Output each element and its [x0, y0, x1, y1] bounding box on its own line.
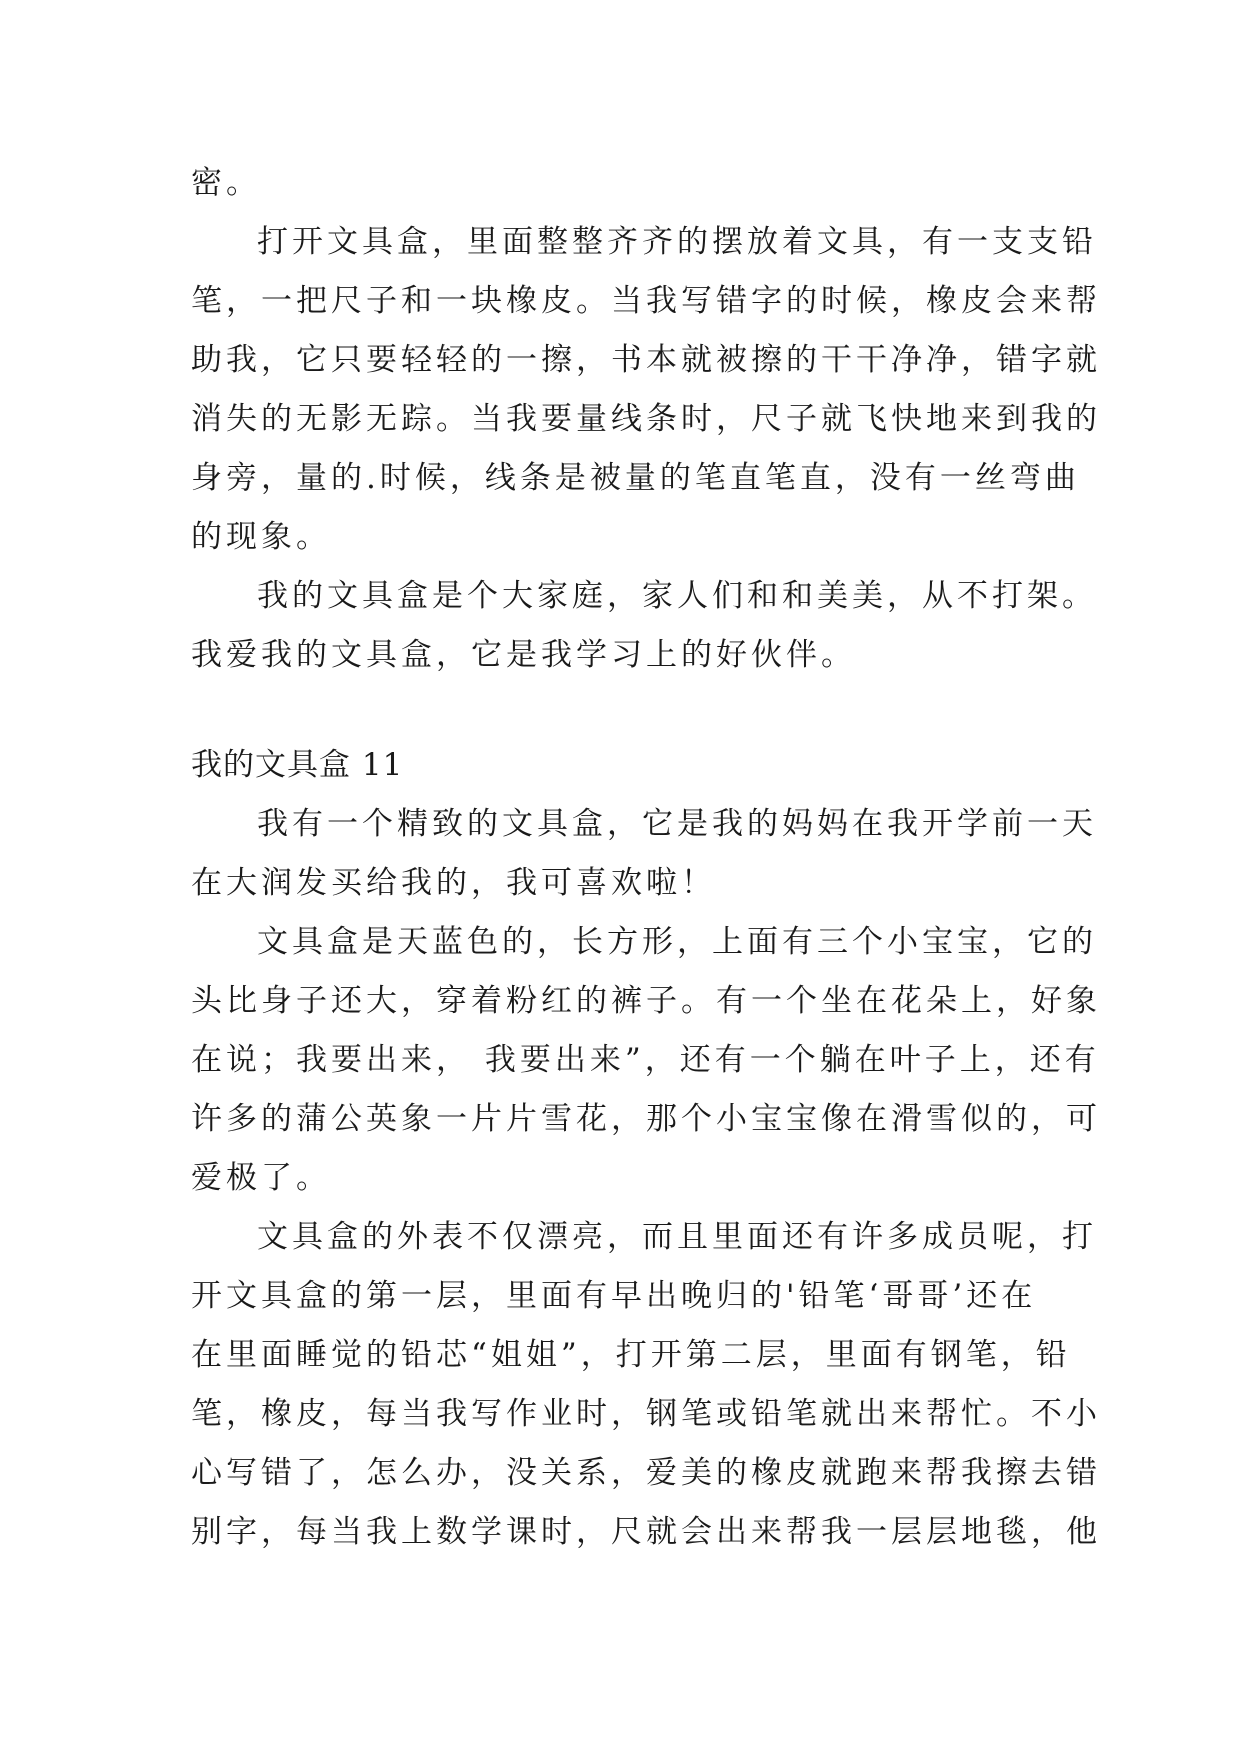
paragraph-line: 我有一个精致的文具盒，它是我的妈妈在我开学前一天 [257, 806, 1097, 842]
paragraph-line: 助我，它只要轻轻的一擦，书本就被擦的干干净净，错字就 [191, 342, 1101, 378]
paragraph-line: 的现象。 [191, 519, 331, 555]
paragraph-line: 在里面睡觉的铅芯“姐姐”，打开第二层，里面有钢笔，铅 [191, 1337, 1071, 1373]
paragraph-line: 爱极了。 [191, 1160, 331, 1196]
paragraph-line: 我的文具盒是个大家庭，家人们和和美美，从不打架。 [257, 578, 1097, 614]
paragraph-line: 消失的无影无踪。当我要量线条时，尺子就飞快地来到我的 [191, 401, 1101, 437]
paragraph-line: 许多的蒲公英象一片片雪花，那个小宝宝像在滑雪似的，可 [191, 1101, 1101, 1137]
paragraph-line: 在大润发买给我的，我可喜欢啦！ [191, 865, 716, 901]
paragraph-line: 打开文具盒，里面整整齐齐的摆放着文具，有一支支铅 [257, 224, 1097, 260]
paragraph-line: 开文具盒的第一层，里面有早出晚归的'铅笔‘哥哥’还在 [191, 1278, 1037, 1314]
paragraph-line: 别字，每当我上数学课时，尺就会出来帮我一层层地毯，他 [191, 1514, 1101, 1550]
paragraph-line: 心写错了，怎么办，没关系，爱美的橡皮就跑来帮我擦去错 [191, 1455, 1101, 1491]
paragraph-line: 文具盒的外表不仅漂亮，而且里面还有许多成员呢，打 [257, 1219, 1097, 1255]
paragraph-line: 我爱我的文具盒，它是我学习上的好伙伴。 [191, 637, 856, 673]
paragraph-line: 头比身子还大，穿着粉红的裤子。有一个坐在花朵上，好象 [191, 983, 1101, 1019]
paragraph-line: 文具盒是天蓝色的，长方形，上面有三个小宝宝，它的 [257, 924, 1097, 960]
section-title: 我的文具盒 11 [191, 747, 404, 783]
paragraph-line: 在说；我要出来， 我要出来”，还有一个躺在叶子上，还有 [191, 1042, 1100, 1078]
paragraph-line: 密。 [191, 165, 261, 201]
paragraph-line: 笔，橡皮，每当我写作业时，钢笔或铅笔就出来帮忙。不小 [191, 1396, 1101, 1432]
paragraph-line: 身旁，量的.时候，线条是被量的笔直笔直，没有一丝弯曲 [191, 460, 1080, 496]
paragraph-line: 笔，一把尺子和一块橡皮。当我写错字的时候，橡皮会来帮 [191, 283, 1101, 319]
